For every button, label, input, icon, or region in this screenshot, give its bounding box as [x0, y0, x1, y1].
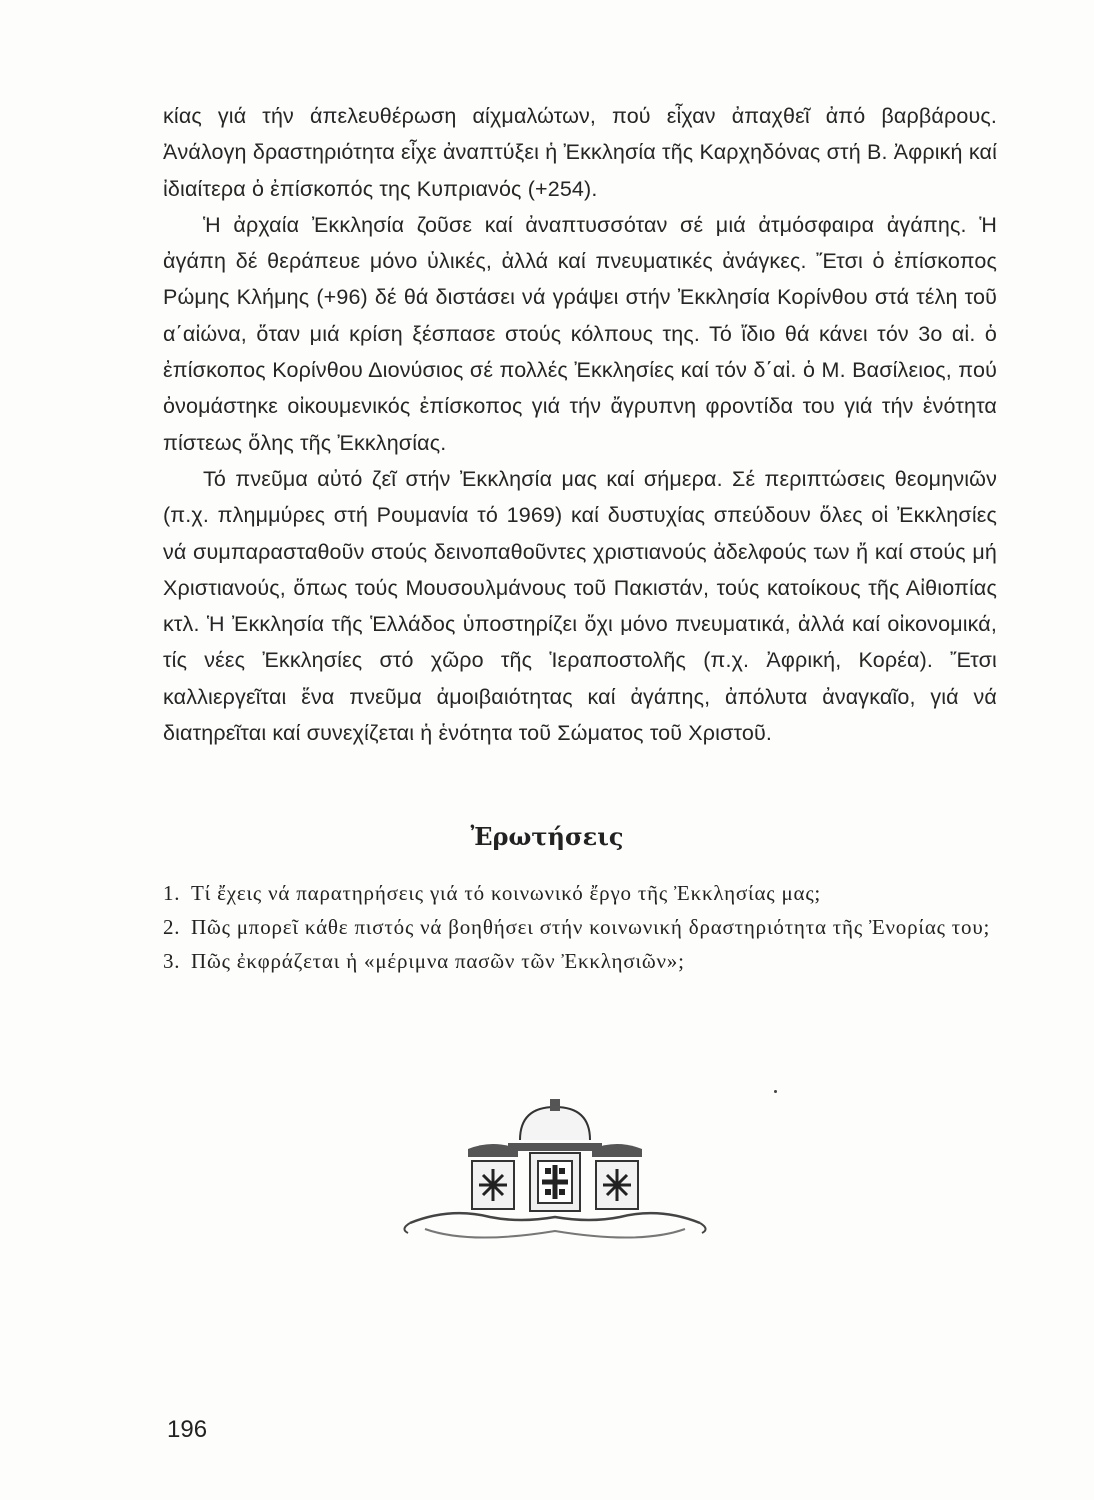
paragraph-2: Ἡ ἀρχαία Ἐκκλησία ζοῦσε καί ἀναπτυσσόταν σέ μιά ἀτμόσφαιρα ἀγάπης. Ἡ ἀγάπη δέ θεράπευε μόνο ὑλικές, ἀλλά καί πνευματικές ἀνάγκες. Ἔτσι ὁ ἐπίσκοπος Ρώμης Κλήμης (+96) δέ θά διστάσει νά γράψει στήν Ἐκκλησία Κορίνθου στά τέλη τοῦ α΄αἰώνα, ὅταν μιά κρίση ξέσπασε στούς κόλπους της. Τό ἴδιο θά κάνει τόν 3ο αἰ. ὁ ἐπίσκοπος Κορίνθου Διονύσιος σέ πολλές Ἐκκλησίες καί τόν δ΄αἰ. ὁ Μ. Βασίλειος, πού ὀνομάστηκε οἰκουμενικός ἐπίσκοπος γιά τήν ἄγρυπνη φροντίδα του γιά τήν ἑνότητα πίστεως ὅλης τῆς Ἐκκλησίας. — [163, 212, 997, 455]
questions-list — [163, 876, 1013, 978]
question-number: 2. — [163, 915, 181, 939]
page-number: 196 — [167, 1416, 208, 1443]
paragraph-3: Τό πνεῦμα αὐτό ζεῖ στήν Ἐκκλησία μας καί σήμερα. Σέ περιπτώσεις θεομηνιῶν (π.χ. πλημμύρες στή Ρουμανία τό 1969) καί δυστυχίας σπεύδουν ὅλες οἱ Ἐκκλησίες νά συμπαρασταθοῦν στούς δεινοπαθοῦντες χριστιανούς ἀδελφούς των ἤ καί στούς μή Χριστιανούς, ὅπως τούς Μουσουλμάνους τοῦ Πακιστάν, τούς κατοίκους τῆς Αἰθιοπίας κτλ. Ἡ Ἐκκλησία τῆς Ἑλλάδος ὑποστηρίζει ὄχι μόνο πνευματικά, ἀλλά καί οἰκονομικά, τίς νέες Ἐκκλησίες στό χῶρο τῆς Ἱεραποστολῆς (π.χ. Ἀφρική, Κορέα). Ἔτσι καλλιεργεῖται ἕνα πνεῦμα ἀμοιβαιότητας καί ἀγάπης, ἀπόλυτα ἀναγκαῖο, γιά νά διατηρεῖται καί συνεχίζεται ἡ ἑνότητα τοῦ Σώματος τοῦ Χριστοῦ. — [163, 466, 997, 746]
question-text: Πῶς ἐκφράζεται ἡ «μέριμνα πασῶν τῶν Ἐκκλησιῶν»; — [191, 949, 685, 973]
question-item — [163, 876, 1013, 910]
body-text — [163, 98, 997, 751]
question-text: Πῶς μπορεῖ κάθε πιστός νά βοηθήσει στήν κοινωνική δραστηριότητα τῆς Ἐνορίας του; — [191, 915, 991, 939]
question-item — [163, 910, 1013, 944]
question-number: 1. — [163, 881, 181, 905]
paragraph-1: κίας γιά τήν άπελευθέρωση αίχμαλώτων, πού εἶχαν ἀπαχθεῖ ἀπό βαρβάρους. Ἀνάλογη δραστηριότητα εἶχε ἀναπτύξει ἡ Ἐκκλησία τῆς Καρχηδόνας στή Β. Ἀφρική καί ἰδιαίτερα ὁ ἐπίσκοπός της Κυπριανός (+254). — [163, 104, 997, 201]
questions-title: Ἐρωτήσεις — [470, 822, 624, 851]
question-item — [163, 944, 1013, 978]
church-crosses-ornament-icon — [380, 1095, 730, 1265]
stray-dot — [774, 1090, 777, 1093]
question-number: 3. — [163, 949, 181, 973]
question-text: Τί ἔχεις νά παρατηρήσεις γιά τό κοινωνικό ἔργο τῆς Ἐκκλησίας μας; — [191, 881, 822, 905]
